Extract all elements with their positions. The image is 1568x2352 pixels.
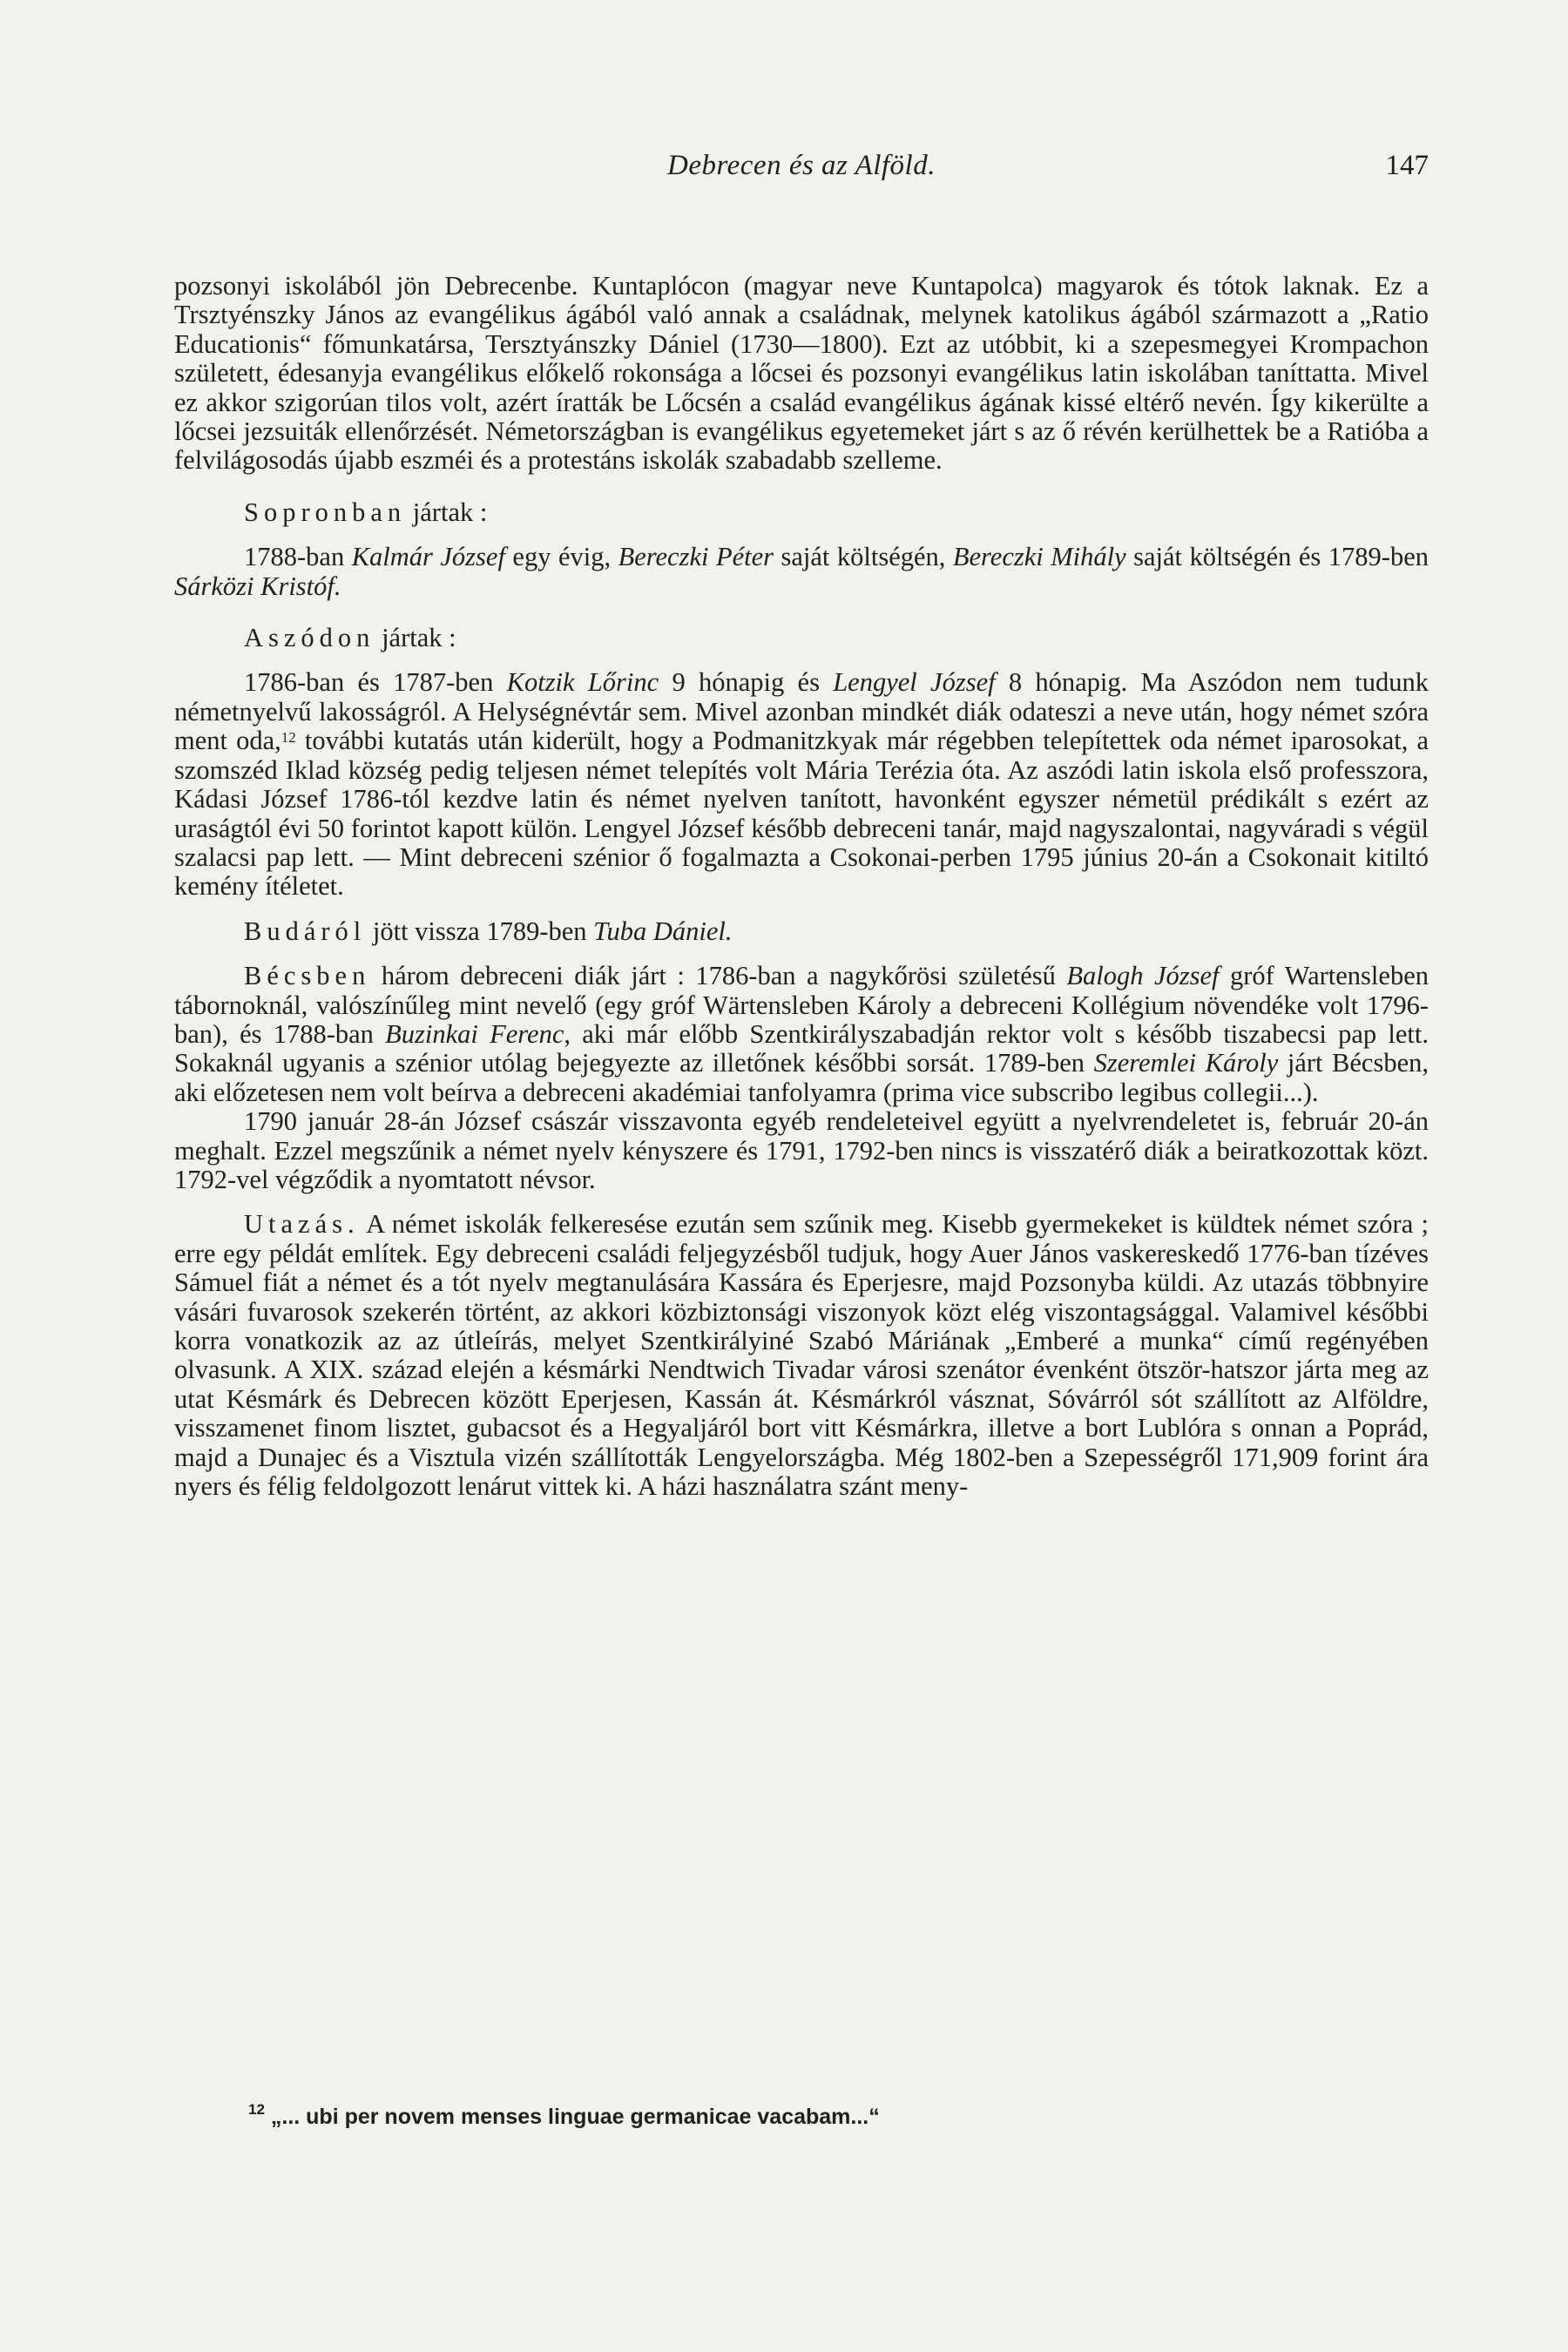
person-name: Bereczki Mihály	[952, 542, 1126, 572]
heading-aszod: Aszódon jártak :	[244, 623, 456, 653]
footnote-text: „... ubi per novem menses linguae germanicae vacabam...“	[264, 2105, 880, 2129]
person-name: Tuba Dániel.	[593, 916, 733, 946]
place-becs: Bécsben	[244, 961, 371, 991]
paragraph-1790: 1790 január 28-án József császár visszavonta egyéb rendeleteivel együtt a nyelvrendeletet is, február 20-án meghalt. Ezzel megszűnik a német nyelv kényszere és 1791, 1792-ben nincs is visszatérő diák a beiratkozottak közt. 1792-vel végződik a nyomtatott névsor.	[174, 1106, 1429, 1194]
footnote	[248, 2101, 1381, 2130]
paragraph-buda: Budáról jött vissza 1789-ben Tuba Dániel.	[244, 916, 733, 946]
person-name: Szeremlei Károly	[1093, 1048, 1279, 1078]
page-number: 147	[1385, 150, 1429, 181]
person-name: Buzinkai Ferenc	[385, 1018, 564, 1049]
place-aszod: Aszódon	[244, 623, 375, 653]
place-buda: Budáról	[244, 916, 367, 946]
person-name: Sárközi Kristóf.	[174, 571, 341, 601]
person-name: Bereczki Péter	[618, 542, 774, 572]
person-name: Lengyel József	[833, 667, 996, 698]
running-title: Debrecen és az Alföld.	[667, 150, 936, 181]
running-header	[174, 150, 1429, 193]
heading-sopron: Sopronban jártak :	[244, 497, 488, 527]
body-text	[174, 272, 1429, 1501]
person-name: Kotzik Lőrinc	[506, 667, 659, 698]
footnote-mark: 12	[248, 2101, 265, 2118]
footnote-ref: 12	[280, 729, 296, 747]
paragraph-becs: Bécsben három debreceni diák járt : 1786-ban a nagykőrösi születésű Balogh József gróf Wartensleben tábornoknál, valószínűleg mint nevelő (egy gróf Wärtensleben Károly a debreceni Kollégium növendéke volt 1796-ban), és 1788-ban Buzinkai Ferenc, aki már előbb Szentkirályszabadján rektor volt s később tiszabecsi pap lett. Sokaknál ugyanis a szénior utólag bejegyezte az illetőnek későbbi sorsát. 1789-ben Szeremlei Károly járt Bécsben, aki előzetesen nem volt beírva a debreceni akadémiai tanfolyamra (prima vice subscribo legibus collegii...).	[174, 961, 1429, 1107]
place-sopron: Sopronban	[244, 497, 407, 527]
paragraph-aszod: 1786-ban és 1787-ben Kotzik Lőrinc 9 hónapig és Lengyel József 8 hónapig. Ma Aszódon nem tudunk németnyelvű lakosságról. A Helységnévtár sem. Mivel azonban mindkét diák odateszi a neve után, hogy német szóra ment oda,$^{12}$ további kutatás után kiderült, hogy a Podmanitzkyak már régebben telepítettek oda német iparosokat, a szomszéd Iklad község pedig teljesen német telepítés volt Mária Terézia óta. Az aszódi latin iskola első professzora, Kádasi József 1786-tól kezdve latin és német nyelven tanított, havonként egyszer németül prédikált s ezért az uraságtól évi 50 forintot kapott külön. Lengyel József később debreceni tanár, majd nagyszalontai, nagyváradi s végül szalacsi pap lett. — Mint debreceni szénior ő fogalmazta a Csokonai-perben 1795 június 20-án a Csokonait kitiltó kemény ítéletet.	[174, 667, 1429, 902]
paragraph-utazas: Utazás. A német iskolák felkeresése ezután sem szűnik meg. Kisebb gyermekeket is küldtek német szóra ; erre egy példát említek. Egy debreceni családi feljegyzésből tudjuk, hogy Auer János vaskereskedő 1776-ban tízéves Sámuel fiát a német és a tót nyelv megtanulására Kassára és Eperjesre, majd Pozsonyba küldi. Az utazás többnyire vásári fuvarosok szekerén történt, az akkori közbiztonsági viszonyok közt elég viszontagsággal. Valamivel későbbi korra vonatkozik az az útleírás, melyet Szentkirályiné Szabó Máriának „Emberé a munka“ című regényében olvasunk. A XIX. század elején a késmárki Nendtwich Tivadar városi szenátor évenként ötször-hatszor járta meg az utat Késmárk és Debrecen között Eperjesen, Kassán át. Késmárkról vásznat, Sóvárról sót szállított az Alföldre, visszamenet finom lisztet, gubacsot és a Hegyaljáról bort vitt Késmárkra, illetve a bort Lublóra s onnan a Poprád, majd a Dunajec és a Visztula vizén szállították Lengyelországba. Még 1802-ben a Szepességről 171,909 forint ára nyers és félig feldolgozott lenárut vittek ki. A házi használatra szánt meny-	[174, 1209, 1429, 1502]
paragraph-sopron: 1788-ban Kalmár József egy évig, Bereczki Péter saját költségén, Bereczki Mihály saját költségén és 1789-ben Sárközi Kristóf.	[174, 542, 1429, 601]
person-name: Kalmár József	[351, 542, 505, 572]
paragraph-ratio: pozsonyi iskolából jön Debrecenbe. Kuntaplócon (magyar neve Kuntapolca) magyarok és tótok laknak. Ez a Trsztyénszky János az evangélikus ágából való annak a családnak, melynek katolikus ágából származott a „Ratio Educationis“ főmunkatársa, Tersztyánszky Dániel (1730—1800). Ezt az utóbbit, ki a szepesmegyei Krompachon született, édesanyja evangélikus előkelő rokonsága a lőcsei és pozsonyi evangélikus latin iskolában taníttatta. Mivel ez akkor szigorúan tilos volt, azért íratták be Lőcsén a család evangélikus ágának kissé eltérő nevén. Így kikerülte a lőcsei jezsuiták ellenőrzését. Németországban is evangélikus egyetemeket járt s az ő révén kerülhettek be a Ratióba a felvilágosodás újabb eszméi és a protestáns iskolák szabadabb szelleme.	[174, 271, 1429, 476]
person-name: Balogh József	[1066, 961, 1220, 991]
section-utazas: Utazás.	[244, 1209, 360, 1240]
